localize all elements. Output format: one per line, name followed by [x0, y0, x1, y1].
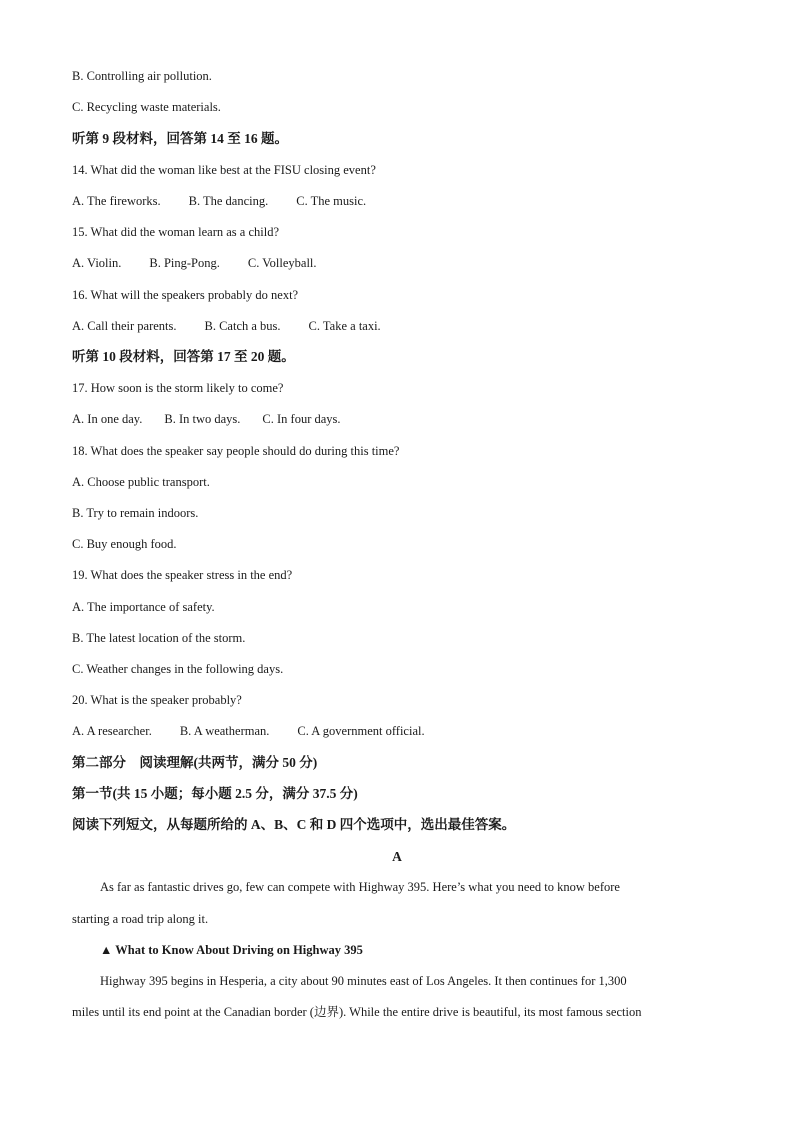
- reading-instructions: 阅读下列短文，从每题所给的 A、B、C 和 D 四个选项中，选出最佳答案。: [72, 817, 516, 832]
- section9-header: 听第 9 段材料，回答第 14 至 16 题。: [72, 131, 288, 146]
- q16-option-c: C. Take a taxi.: [308, 319, 381, 333]
- q18-option-c: C. Buy enough food.: [72, 537, 177, 551]
- q16-option-a: A. Call their parents.: [72, 319, 177, 333]
- q20-option-c: C. A government official.: [297, 724, 425, 738]
- q14-question: 14. What did the woman like best at the FISU closing event?: [72, 163, 376, 177]
- q17-question: 17. How soon is the storm likely to come?: [72, 381, 284, 395]
- q15-option-a: A. Violin.: [72, 256, 122, 270]
- q19-option-c: C. Weather changes in the following days.: [72, 662, 284, 676]
- q16-option-b: B. Catch a bus.: [204, 319, 281, 333]
- q13-option-b: B. Controlling air pollution.: [72, 69, 212, 83]
- q20-question: 20. What is the speaker probably?: [72, 693, 242, 707]
- q15-option-b: B. Ping-Pong.: [149, 256, 220, 270]
- section10-header: 听第 10 段材料，回答第 17 至 20 题。: [72, 349, 295, 364]
- q17-options: [72, 411, 341, 427]
- q19-option-b: B. The latest location of the storm.: [72, 631, 246, 645]
- passage-p1-line1: As far as fantastic drives go, few can compete with Highway 395. Here’s what you need to know before: [100, 880, 620, 894]
- passage-p2-line2: miles until its end point at the Canadian border (边界). While the entire drive is beautiful, its most famous section: [72, 1005, 642, 1019]
- q16-question: 16. What will the speakers probably do next?: [72, 288, 299, 302]
- q17-option-a: A. In one day.: [72, 412, 143, 426]
- passage-p1-line2: starting a road trip along it.: [72, 912, 209, 926]
- q17-option-c: C. In four days.: [262, 412, 341, 426]
- q14-options: [72, 193, 366, 209]
- q19-option-a: A. The importance of safety.: [72, 600, 215, 614]
- q16-options: [72, 318, 381, 334]
- q18-option-a: A. Choose public transport.: [72, 475, 210, 489]
- q14-option-b: B. The dancing.: [188, 194, 269, 208]
- section1-header: 第一节(共 15 小题；每小题 2.5 分，满分 37.5 分): [72, 786, 358, 801]
- q20-options: [72, 723, 425, 739]
- q20-option-b: B. A weatherman.: [179, 724, 270, 738]
- q14-option-c: C. The music.: [296, 194, 367, 208]
- q13-option-c: C. Recycling waste materials.: [72, 100, 221, 114]
- part2-header: 第二部分 阅读理解(共两节，满分 50 分): [72, 755, 318, 770]
- passage-subheading: ▲ What to Know About Driving on Highway 395: [100, 943, 363, 957]
- q18-question: 18. What does the speaker say people should do during this time?: [72, 444, 400, 458]
- passage-p2-line1: Highway 395 begins in Hesperia, a city about 90 minutes east of Los Angeles. It then continues for 1,300: [100, 974, 627, 988]
- q18-option-b: B. Try to remain indoors.: [72, 506, 199, 520]
- passage-label: A: [392, 849, 402, 864]
- q19-question: 19. What does the speaker stress in the end?: [72, 568, 293, 582]
- q17-option-b: B. In two days.: [164, 412, 241, 426]
- q15-options: [72, 255, 317, 271]
- q14-option-a: A. The fireworks.: [72, 194, 161, 208]
- q15-question: 15. What did the woman learn as a child?: [72, 225, 279, 239]
- q15-option-c: C. Volleyball.: [247, 256, 317, 270]
- q20-option-a: A. A researcher.: [72, 724, 152, 738]
